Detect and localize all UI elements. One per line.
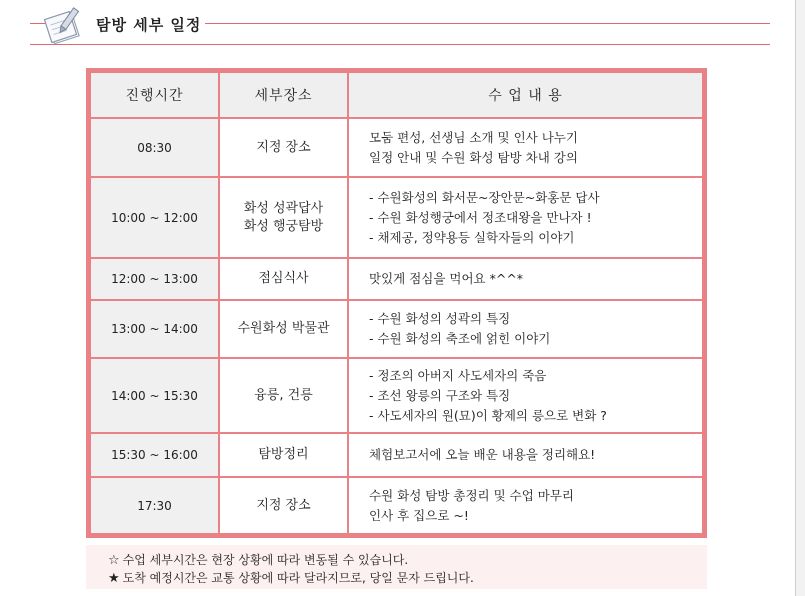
row-content xyxy=(348,358,703,433)
page-title: 탐방 세부 일정 xyxy=(92,14,205,35)
star-filled-icon: ★ xyxy=(108,571,120,586)
schedule-table xyxy=(86,68,707,538)
note-item xyxy=(108,569,474,586)
row-content xyxy=(348,177,703,258)
table-row xyxy=(90,177,703,258)
content-line: - 정조의 아버지 사도세자의 죽음 xyxy=(369,367,547,383)
place-line: 수원화성 박물관 xyxy=(237,321,330,336)
section-header xyxy=(0,0,790,50)
row-place xyxy=(219,300,348,358)
place-line: 점심식사 xyxy=(258,271,309,286)
content-line: 모둠 편성, 선생님 소개 및 인사 나누기 xyxy=(369,129,578,145)
table-row xyxy=(90,358,703,433)
row-place xyxy=(219,433,348,477)
content-line: - 수원 화성의 축조에 얽힌 이야기 xyxy=(369,331,551,346)
row-content xyxy=(348,433,703,477)
place-line: 화성 성곽답사 xyxy=(243,200,324,216)
content-line: 체험보고서에 오늘 배운 내용을 정리해요! xyxy=(369,447,596,462)
row-time: 17:30 xyxy=(90,477,219,534)
row-time: 12:00 ~ 13:00 xyxy=(90,258,219,300)
content-line: 일정 안내 및 수원 화성 탐방 차내 강의 xyxy=(369,149,578,165)
content-line: - 수원 화성행궁에서 정조대왕을 만나자 ! xyxy=(369,209,592,225)
content-line: 수원 화성 탐방 총정리 및 수업 마무리 xyxy=(369,487,574,503)
row-place xyxy=(219,258,348,300)
place-line: 화성 행궁탐방 xyxy=(243,218,324,234)
place-line: 융릉, 건릉 xyxy=(254,387,313,403)
header-rule-top xyxy=(200,23,770,24)
column-header-time: 진행시간 xyxy=(90,72,219,118)
note-item xyxy=(108,551,408,568)
column-header-place: 세부장소 xyxy=(219,72,348,118)
row-time: 15:30 ~ 16:00 xyxy=(90,433,219,477)
content-line: - 사도세자의 원(묘)이 황제의 릉으로 변화 ? xyxy=(369,407,607,423)
content-line: 인사 후 집으로 ~! xyxy=(369,507,469,523)
row-time: 13:00 ~ 14:00 xyxy=(90,300,219,358)
note-text: 도착 예정시간은 교통 상황에 따라 달라지므로, 당일 문자 드립니다. xyxy=(122,571,474,585)
table-row xyxy=(90,258,703,300)
star-outline-icon: ☆ xyxy=(108,553,120,568)
notes-box xyxy=(86,545,707,589)
content-line: - 조선 왕릉의 구조와 특징 xyxy=(369,387,511,403)
row-time: 14:00 ~ 15:30 xyxy=(90,358,219,433)
table-row xyxy=(90,300,703,358)
table-row xyxy=(90,477,703,534)
table-row xyxy=(90,118,703,177)
table-header-row xyxy=(90,72,703,118)
column-header-content: 수 업 내 용 xyxy=(348,72,703,118)
content-line: - 수원화성의 화서문~장안문~화홍문 답사 xyxy=(369,189,600,205)
row-place xyxy=(219,118,348,177)
header-rule-bottom xyxy=(30,44,770,45)
row-content xyxy=(348,477,703,534)
row-content xyxy=(348,258,703,300)
content-line: - 수원 화성의 성곽의 특징 xyxy=(369,311,511,326)
content-line: - 채제공, 정약용등 실학자들의 이야기 xyxy=(369,229,575,245)
notepad-pencil-icon xyxy=(40,6,88,46)
row-content xyxy=(348,300,703,358)
row-place xyxy=(219,358,348,433)
place-line: 지정 장소 xyxy=(256,139,311,155)
content-line: 맛있게 점심을 먹어요 *^^* xyxy=(369,271,524,286)
note-text: 수업 세부시간은 현장 상황에 따라 변동될 수 있습니다. xyxy=(122,553,409,567)
place-line: 탐방정리 xyxy=(258,447,309,462)
table-row xyxy=(90,433,703,477)
row-content xyxy=(348,118,703,177)
row-time: 08:30 xyxy=(90,118,219,177)
place-line: 지정 장소 xyxy=(256,497,311,513)
row-place xyxy=(219,177,348,258)
vertical-scrollbar[interactable] xyxy=(795,0,805,596)
row-time: 10:00 ~ 12:00 xyxy=(90,177,219,258)
row-place xyxy=(219,477,348,534)
